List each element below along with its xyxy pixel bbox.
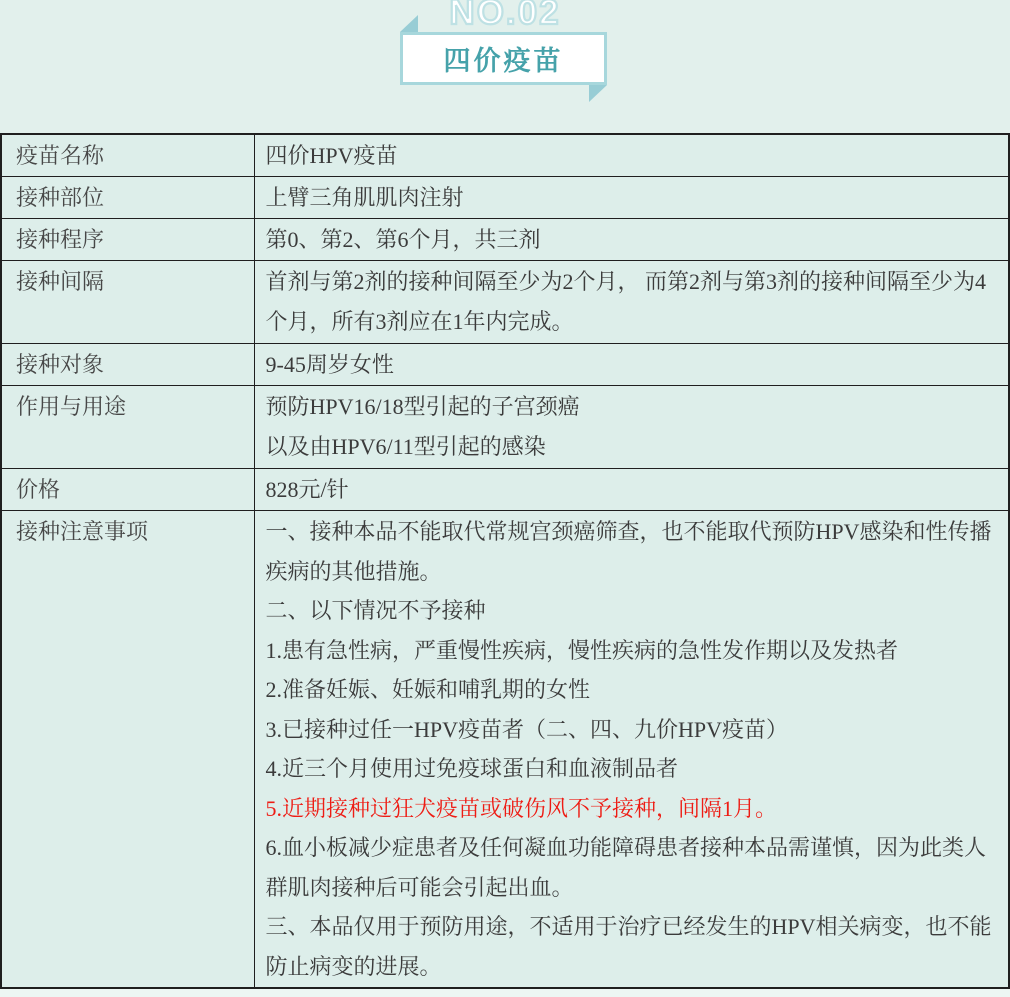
table-row-purpose [1, 386, 1009, 469]
table-row-schedule [1, 219, 1009, 261]
precaution-item: 2.准备妊娠、妊娠和哺乳期的女性 [265, 677, 591, 702]
header [0, 0, 1010, 133]
precaution-item-warning: 5.近期接种过狂犬疫苗或破伤风不予接种，间隔1月。 [265, 795, 778, 821]
row-value: 四价HPV疫苗 [254, 134, 1009, 177]
row-label: 疫苗名称 [1, 134, 254, 177]
row-label: 接种间隔 [1, 261, 254, 344]
row-value: 9-45周岁女性 [254, 344, 1009, 386]
precaution-item: 6.血小板减少症患者及任何凝血功能障碍患者接种本品需谨慎，因为此类人群肌肉接种后可能会引起出血。 [265, 835, 987, 900]
page-title: 四价疫苗 [443, 46, 564, 76]
page-bottom-margin [0, 989, 1010, 997]
row-value: 首剂与第2剂的接种间隔至少为2个月， 而第2剂与第3剂的接种间隔至少为4个月，所有3剂应在1年内完成。 [265, 269, 987, 334]
table-row-price [1, 469, 1009, 511]
row-value: 第0、第2、第6个月，共三剂 [254, 219, 1009, 261]
vaccine-info-table [0, 133, 1010, 989]
title-banner [400, 32, 607, 85]
row-label: 价格 [1, 469, 254, 511]
precaution-item: 二、以下情况不予接种 [265, 598, 486, 623]
precaution-item: 3.已接种过任一HPV疫苗者（二、四、九价HPV疫苗） [265, 716, 789, 742]
precaution-item: 一、接种本品不能取代常规宫颈癌筛查，也不能取代预防HPV感染和性传播疾病的其他措施。 [265, 519, 992, 584]
row-label: 接种部位 [1, 177, 254, 219]
table-row-target-group [1, 344, 1009, 386]
purpose-line: 以及由HPV6/11型引起的感染 [265, 434, 546, 459]
row-label: 接种注意事项 [1, 511, 254, 989]
precaution-item: 1.患有急性病，严重慢性疾病，慢性疾病的急性发作期以及发热者 [265, 637, 899, 663]
section-number-badge: NO.02 [449, 0, 561, 32]
banner-fold-bottom-right-icon [589, 85, 607, 102]
purpose-line: 预防HPV16/18型引起的子宫颈癌 [265, 394, 580, 419]
row-label: 接种对象 [1, 344, 254, 386]
precaution-item: 4.近三个月使用过免疫球蛋白和血液制品者 [265, 756, 679, 781]
row-label: 作用与用途 [1, 386, 254, 469]
precaution-item: 三、本品仅用于预防用途，不适用于治疗已经发生的HPV相关病变，也不能防止病变的进展。 [265, 914, 992, 979]
table-row-interval [1, 261, 1009, 344]
table-row-precautions [1, 511, 1009, 989]
table-row-vaccine-name [1, 134, 1009, 177]
table-row-injection-site [1, 177, 1009, 219]
row-label: 接种程序 [1, 219, 254, 261]
row-value: 828元/针 [254, 469, 1009, 511]
row-value: 上臂三角肌肌肉注射 [254, 177, 1009, 219]
